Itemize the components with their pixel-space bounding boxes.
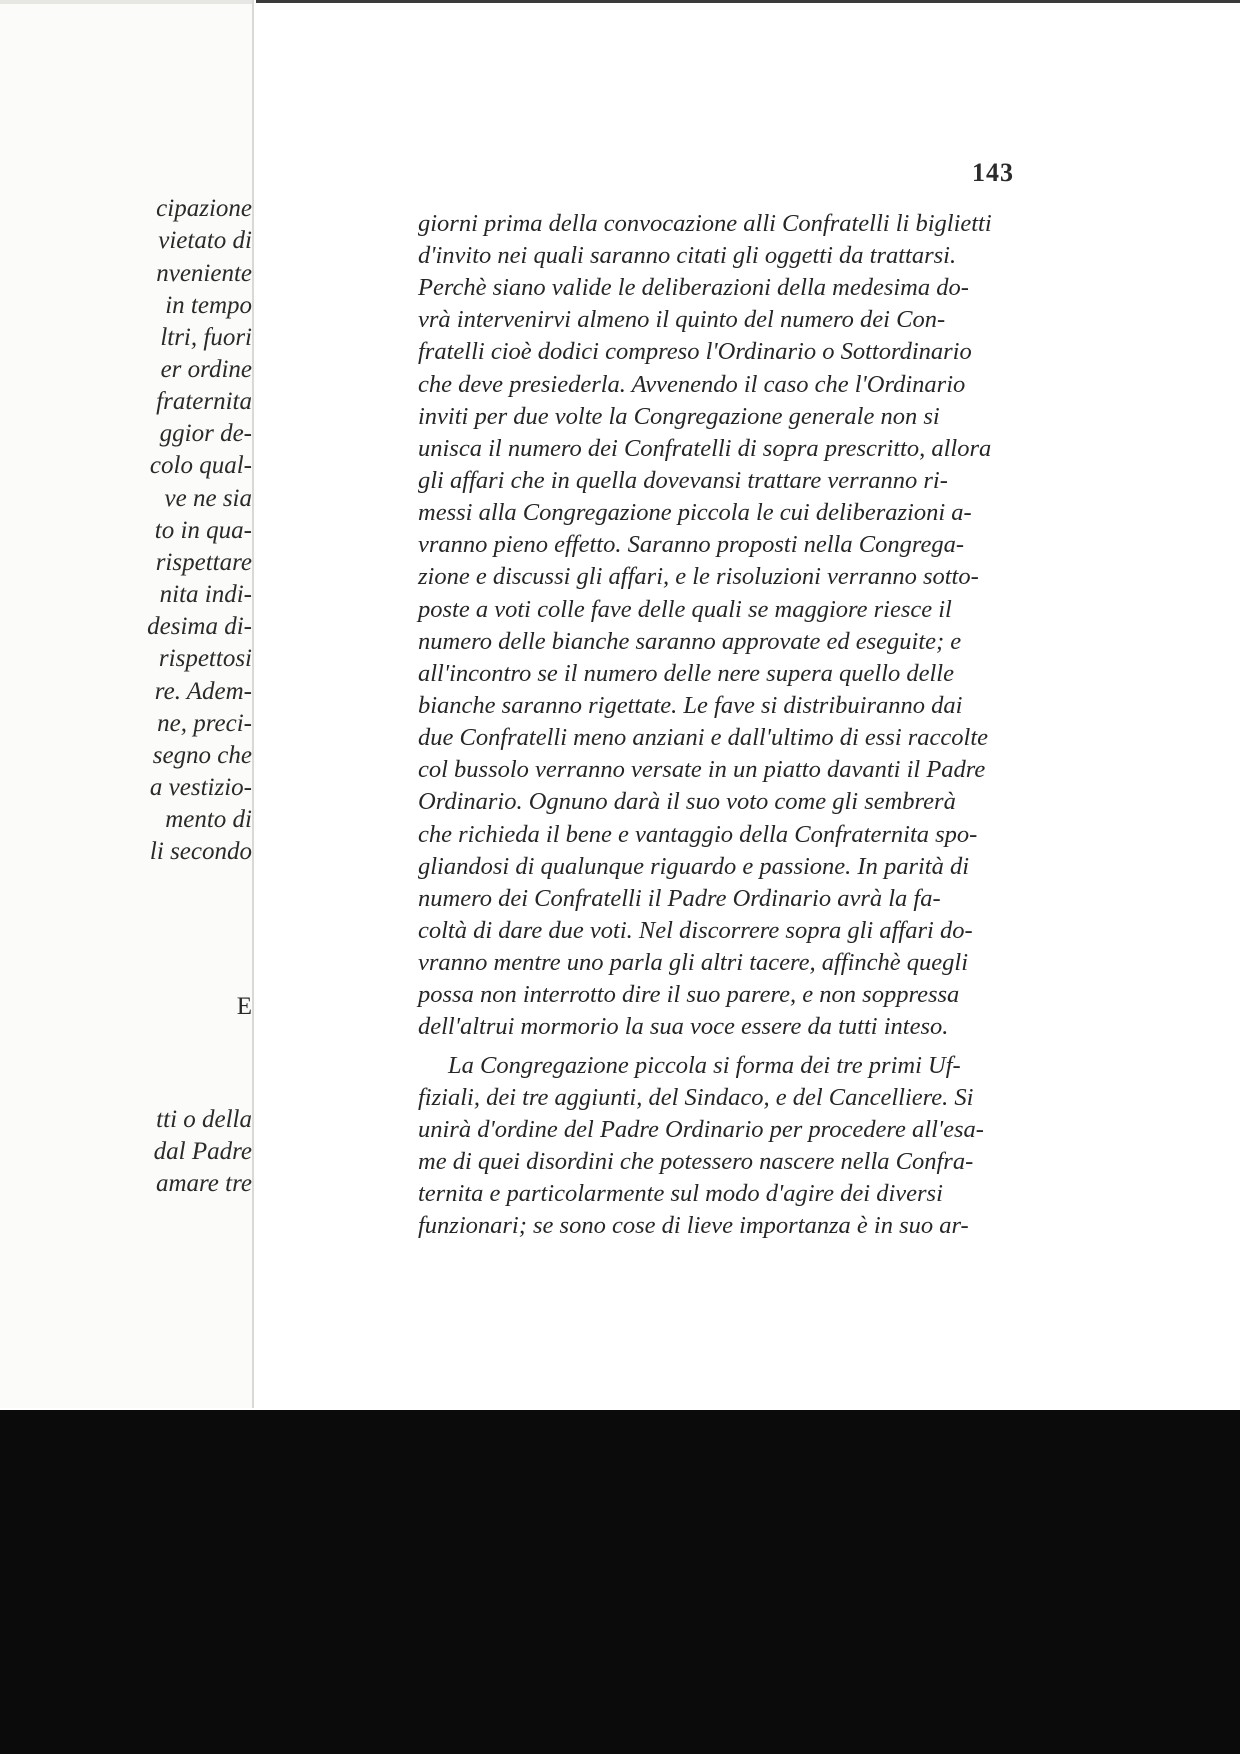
text-line: gliandosi di qualunque riguardo e passione. In parità di [418, 853, 970, 880]
left-page-line: in tempo [165, 292, 252, 319]
left-page-line: vietato di [158, 227, 252, 254]
text-line: giorni prima della convocazione alli Confratelli li biglietti [418, 210, 992, 237]
left-page-line: ne, preci- [157, 710, 252, 737]
left-page-line: ggior de- [159, 420, 252, 447]
left-page-line: li secondo [149, 838, 252, 865]
text-line: coltà di dare due voti. Nel discorrere sopra gli affari do- [418, 917, 973, 944]
text-line: all'incontro se il numero delle nere supera quello delle [418, 660, 954, 687]
left-page-line: nveniente [156, 260, 252, 287]
left-page-line: segno che [152, 742, 252, 769]
left-page-line: ltri, fuori [160, 324, 252, 351]
left-page-line: rispettosi [158, 645, 252, 672]
left-page-line: colo qual- [149, 452, 252, 479]
text-line: che richieda il bene e vantaggio della Confraternita spo- [418, 821, 978, 848]
text-line: Ordinario. Ognuno darà il suo voto come gli sembrerà [418, 788, 956, 815]
text-line: numero dei Confratelli il Padre Ordinario avrà la fa- [418, 885, 941, 912]
left-page-line: ve ne sia [164, 485, 252, 512]
paragraph-start-line: La Congregazione piccola si forma dei tre primi Uf- [448, 1052, 961, 1079]
left-page-line: a vestizio- [149, 774, 252, 801]
text-line: numero delle bianche saranno approvate ed eseguite; e [418, 628, 962, 655]
text-line: unisca il numero dei Confratelli di sopra prescritto, allora [418, 435, 992, 462]
text-line: me di quei disordini che potessero nascere nella Confra- [418, 1148, 974, 1175]
text-line: zione e discussi gli affari, e le risoluzioni verranno sotto- [418, 563, 979, 590]
text-line: gli affari che in quella dovevansi trattare verranno ri- [418, 467, 948, 494]
text-line: fratelli cioè dodici compreso l'Ordinario o Sottordinario [418, 338, 972, 365]
text-line: ternita e particolarmente sul modo d'agire dei diversi [418, 1180, 943, 1207]
scanner-background [0, 1410, 1240, 1754]
text-line: poste a voti colle fave delle quali se maggiore riesce il [418, 596, 952, 623]
left-page-line: fraternita [156, 388, 252, 415]
left-page-line: amare tre [155, 1170, 252, 1197]
text-line: d'invito nei quali saranno citati gli oggetti da trattarsi. [418, 242, 957, 269]
text-line: fiziali, dei tre aggiunti, del Sindaco, e del Cancelliere. Si [418, 1084, 974, 1111]
text-line: messi alla Congregazione piccola le cui deliberazioni a- [418, 499, 972, 526]
left-page-heading-fragment: E [236, 993, 252, 1020]
text-line: bianche saranno rigettate. Le fave si distribuiranno dai [418, 692, 963, 719]
text-line: funzionari; se sono cose di lieve importanza è in suo ar- [418, 1212, 969, 1239]
left-page-line: cipazione [156, 195, 252, 222]
text-line: Perchè siano valide le deliberazioni della medesima do- [418, 274, 969, 301]
left-page-line: mento di [165, 806, 252, 833]
right-page-edge [256, 0, 1240, 3]
left-page-line: to in qua- [154, 517, 252, 544]
text-line: due Confratelli meno anziani e dall'ultimo di essi raccolte [418, 724, 989, 751]
page-number: 143 [972, 158, 1014, 187]
left-page-line: rispettare [155, 549, 252, 576]
left-page-line: nita indi- [159, 581, 252, 608]
text-line: unirà d'ordine del Padre Ordinario per procedere all'esa- [418, 1116, 984, 1143]
left-page-line: tti o della [156, 1106, 252, 1133]
text-line: possa non interrotto dire il suo parere, e non soppressa [418, 981, 960, 1008]
left-page [0, 0, 254, 1408]
text-line: dell'altrui mormorio la sua voce essere da tutti inteso. [418, 1013, 949, 1040]
text-line: inviti per due volte la Congregazione generale non si [418, 403, 940, 430]
left-page-line: dal Padre [153, 1138, 252, 1165]
left-page-line: er ordine [160, 356, 252, 383]
text-line: vrà intervenirvi almeno il quinto del numero dei Con- [418, 306, 946, 333]
left-page-line: desima di- [147, 613, 252, 640]
text-line: vranno mentre uno parla gli altri tacere, affinchè quegli [418, 949, 969, 976]
left-page-line: re. Adem- [154, 678, 252, 705]
text-line: che deve presiederla. Avvenendo il caso che l'Ordinario [418, 371, 966, 398]
right-page [256, 0, 1240, 1410]
text-line: col bussolo verranno versate in un piatto davanti il Padre [418, 756, 986, 783]
left-page-edge [0, 0, 252, 4]
text-line: vranno pieno effetto. Saranno proposti nella Congrega- [418, 531, 964, 558]
